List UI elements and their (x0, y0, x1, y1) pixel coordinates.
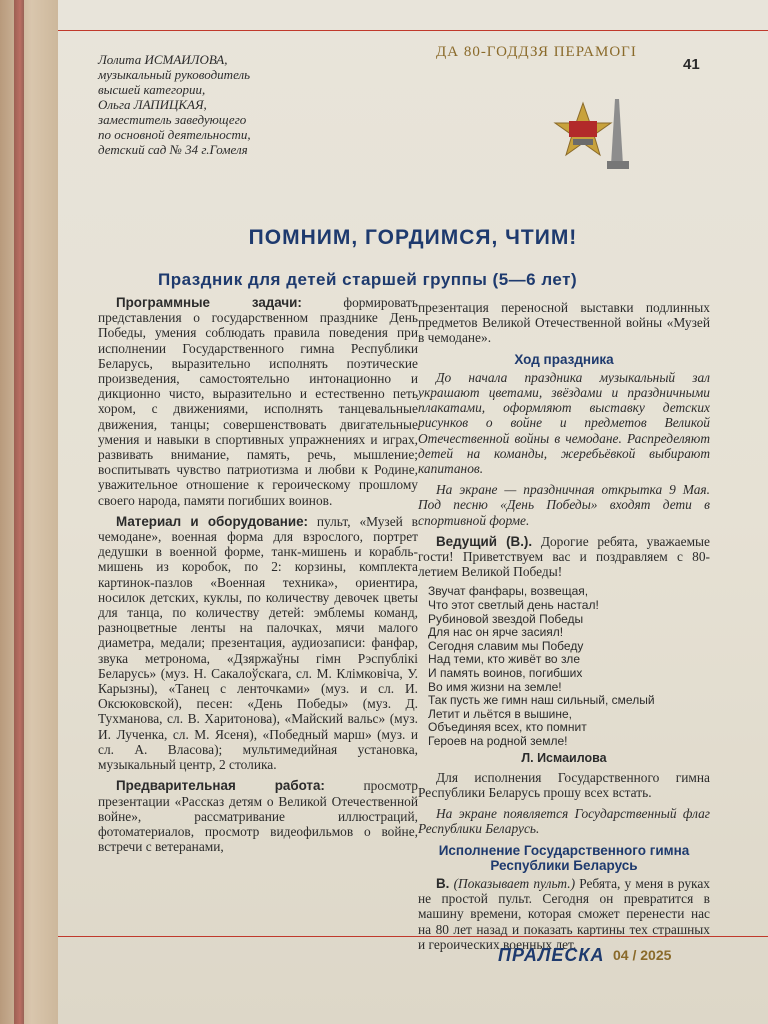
article-subtitle: Праздник для детей старшей группы (5—6 лет) (158, 270, 578, 289)
author-role: высшей категории, (98, 82, 206, 97)
author-block (98, 52, 358, 157)
paragraph: В. (Показывает пульт.) Ребята, у меня в руках не простой пульт. Сегодня он превратится в машину времени, которая сможет перенести нас на 80 лет назад и показать картины тех страшных и героических военных лет. (418, 876, 710, 952)
magazine-logo: ПРАЛЕСКА (498, 945, 605, 965)
running-title: ДА 80-ГОДДЗЯ ПЕРАМОГІ (436, 44, 637, 60)
page-number: 41 (683, 56, 700, 73)
paragraph: На экране появляется Государственный флаг Республики Беларусь. (418, 806, 710, 837)
paragraph: Ведущий (В.). Дорогие ребята, уважаемые гости! Приветствуем вас и поздравляем с 80-летием Великой Победы! (418, 533, 710, 580)
author-name: Ольга ЛАПИЦКАЯ, (98, 97, 207, 112)
poem-line: Во имя жизни на земле! (428, 679, 562, 694)
left-column (98, 295, 418, 860)
paragraph: Предварительная работа: просмотр презентации «Рассказ детям о Великой Отечественной войне», рассматривание иллюстраций, фотоматериалов, просмотр видеофильмов о войне, встречи с ветеранами, (98, 778, 419, 855)
author-role: по основной деятельности, (98, 127, 251, 142)
poem-line: Звучат фанфары, возвещая, (428, 584, 589, 599)
author-role: заместитель заведующего (98, 112, 247, 127)
author-name: Лолита ИСМАИЛОВА, (98, 52, 228, 67)
section-heading: Исполнение Государственного гимна Республики Беларусь (438, 842, 690, 873)
poem-line: Что этот светлый день настал! (428, 598, 599, 613)
article-title: ПОМНИМ, ГОРДИМСЯ, ЧТИМ! (248, 226, 578, 249)
issue-number: 04 / 2025 (613, 947, 672, 963)
poem-line: И память воинов, погибших (428, 666, 583, 681)
poem-line: Рубиновой звездой Победы (428, 611, 584, 626)
poem-line: Сегодня славим мы Победу (428, 638, 584, 653)
poem (428, 585, 710, 748)
poem-line: Так пусть же гимн наш сильный, смелый (428, 693, 655, 708)
victory-80-emblem-icon (553, 95, 643, 175)
author-role: музыкальный руководитель (98, 67, 251, 82)
footer-rule (58, 936, 768, 937)
poem-line: Героев на родной земле! (428, 733, 568, 748)
header-rule (58, 30, 768, 31)
author-role: детский сад № 34 г.Гомеля (98, 142, 248, 157)
paragraph: Материал и оборудование: пульт, «Музей в чемодане», военная форма для взрослого, портрет дедушки в военной форме, танк-мишень и корабль-мишень из коробок, по 2: корзины, комплекта картинок-пазлов «Военная техника», ориентира, носилок детских, куклы, по количеству девочек цветы для танца, по количеству детей: эмблемы команд, разноцветные ленты на палочках, мячи малого диаметра, медали; презентация, аудиозаписи: фанфар, звука метронома, «Дзяржаўны гімн Рэспублікі Беларусь» (муз. Н. Сакалоўскага, сл. М. Клімковіча, У. Карызны), «Танец с ленточками» (муз. и сл. И. Оксюковской), песен: «День Победы» (муз. Д. Тухманова, сл. В. Харитонова), «Майский вальс» (муз. И. Лученка, сл. М. Ясеня), «Победный марш» (муз. и сл. А. Власова); мультимедийная установка, музыкальный центр, 2 столика. (98, 513, 418, 773)
poem-line: Над теми, кто живёт во зле (428, 652, 580, 667)
poem-line: Для нас он ярче засиял! (428, 625, 564, 640)
magazine-page (58, 0, 768, 1024)
poem-author: Л. Исмаилова (521, 750, 607, 765)
paragraph: Программные задачи: формировать представления о государственном празднике День Победы, умения соблюдать правила поведения при исполнении Государственного гимна Республики Беларусь, выразительно исполнять поэтические произведения, самостоятельно интонационно и дикционно чисто, выразительно и естественно петь хором, с движениями, исполнять танцевальные движения, танцы; совершенствовать двигательные умения и навыки в спортивных упражнениях и играх, развивать внимание, память, речь, мышление; воспитывать чувство патриотизма и любви к Родине, уважительное отношение к героическому прошлому своего народа, памяти погибших воинов. (98, 295, 418, 508)
poem-line: Объединяя всех, кто помнит (428, 720, 587, 735)
paragraph: Для исполнения Государственного гимна Республики Беларусь прошу всех встать. (418, 769, 710, 800)
section-heading: Ход праздника (514, 351, 614, 367)
right-column (418, 300, 710, 958)
paragraph: презентация переносной выставки подлинных предметов Великой Отечественной войны «Музей в чемодане». (418, 300, 710, 346)
poem-line: Летит и льётся в вышине, (428, 706, 573, 721)
paragraph: До начала праздника музыкальный зал украшают цветами, звёздами и праздничными плакатами, оформляют выставку детских рисунков о войне и предметов Великой Отечественной войны в чемодане. Распределяют детей на команды, жеребьёвкой выбирают капитанов. (418, 369, 710, 477)
binding-stripe (14, 0, 24, 1024)
paragraph: На экране — праздничная открытка 9 Мая. Под песню «День Победы» входят дети в спортивной форме. (418, 482, 710, 528)
